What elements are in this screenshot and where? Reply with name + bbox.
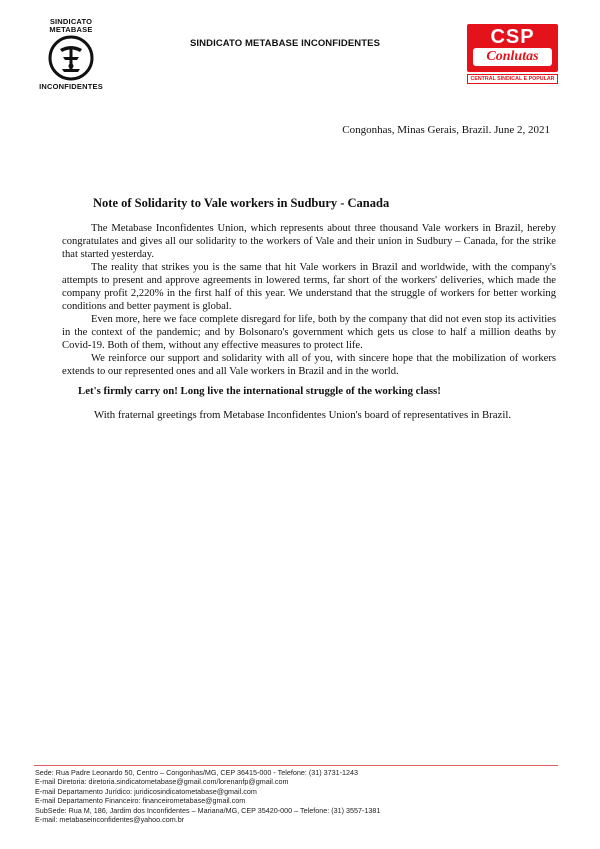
- union-logo-bottom: INCONFIDENTES: [39, 82, 103, 91]
- csp-logo-main: CSP: [490, 26, 535, 48]
- csp-logo-subtitle: CENTRAL SINDICAL E POPULAR: [467, 74, 558, 84]
- footer-line-2: E-mail Diretoria: diretoria.sindicatometabase@gmail.com/lorenanfp@gmail.com: [35, 777, 289, 787]
- slogan: Let's firmly carry on! Long live the international struggle of the working class!: [78, 385, 441, 397]
- footer-line-3: E-mail Departamento Jurídico: juridicosindicatometabase@gmail.com: [35, 786, 257, 796]
- csp-logo-box: [467, 24, 558, 72]
- csp-conlutas-logo: [467, 24, 558, 86]
- place-date: Congonhas, Minas Gerais, Brazil. June 2, 2021: [342, 124, 550, 136]
- footer-line-5: SubSede: Rua M, 186, Jardim dos Inconfidentes – Mariana/MG, CEP 35420-000 – Telefone: (31) 3557-1381: [35, 805, 381, 815]
- header-title: SINDICATO METABASE INCONFIDENTES: [190, 38, 381, 49]
- union-logo: [36, 18, 106, 91]
- csp-logo-script: Conlutas: [473, 48, 552, 66]
- footer-contact: [35, 768, 380, 824]
- document-title: Note of Solidarity to Vale workers in Sudbury - Canada: [93, 196, 390, 210]
- paragraph-4: We reinforce our support and solidarity with all of you, with sincere hope that the mobilization of workers extends to our represented ones and all Vale workers in Brazil and in the world.: [62, 353, 556, 377]
- letter-body: [62, 222, 556, 378]
- footer-line-1: Sede: Rua Padre Leonardo 50, Centro – Congonhas/MG, CEP 36415-000 - Telefone: (31) 3731-1243: [35, 768, 358, 777]
- footer-divider: [34, 765, 558, 766]
- closing-greeting: With fraternal greetings from Metabase Inconfidentes Union's board of representatives in Brazil.: [94, 409, 512, 421]
- footer-line-4: E-mail Departamento Financeiro: financeirometabase@gmail.com: [35, 796, 246, 806]
- footer-line-6: E-mail: metabaseinconfidentes@yahoo.com.br: [35, 815, 185, 825]
- union-logo-top-line1: SINDICATO: [49, 17, 93, 26]
- paragraph-2: The reality that strikes you is the same that hit Vale workers in Brazil and worldwide, with the company's attempts to present and approve agreements in lowered terms, far short of the workers' deliveries, which made the company profit 2,220% in the first half of this year. We understand that the struggle of workers for better working conditions and better payment is global.: [62, 262, 556, 312]
- paragraph-3: Even more, here we face complete disregard for life, both by the company that did not even stop its activities in the context of the pandemic; and by Bolsonaro's government which gets us close to half a million deaths by Covid-19. Both of them, without any effective measures to protect life.: [62, 314, 556, 351]
- hammer-pick-emblem-icon: [48, 35, 94, 81]
- union-logo-top-line2: METABASE: [49, 25, 93, 34]
- paragraph-1: The Metabase Inconfidentes Union, which represents about three thousand Vale workers in Brazil, hereby congratulates and gives all our solidarity to the workers of Vale and their union in Sudbury – Canada, for the strike that started yesterday.: [62, 223, 556, 260]
